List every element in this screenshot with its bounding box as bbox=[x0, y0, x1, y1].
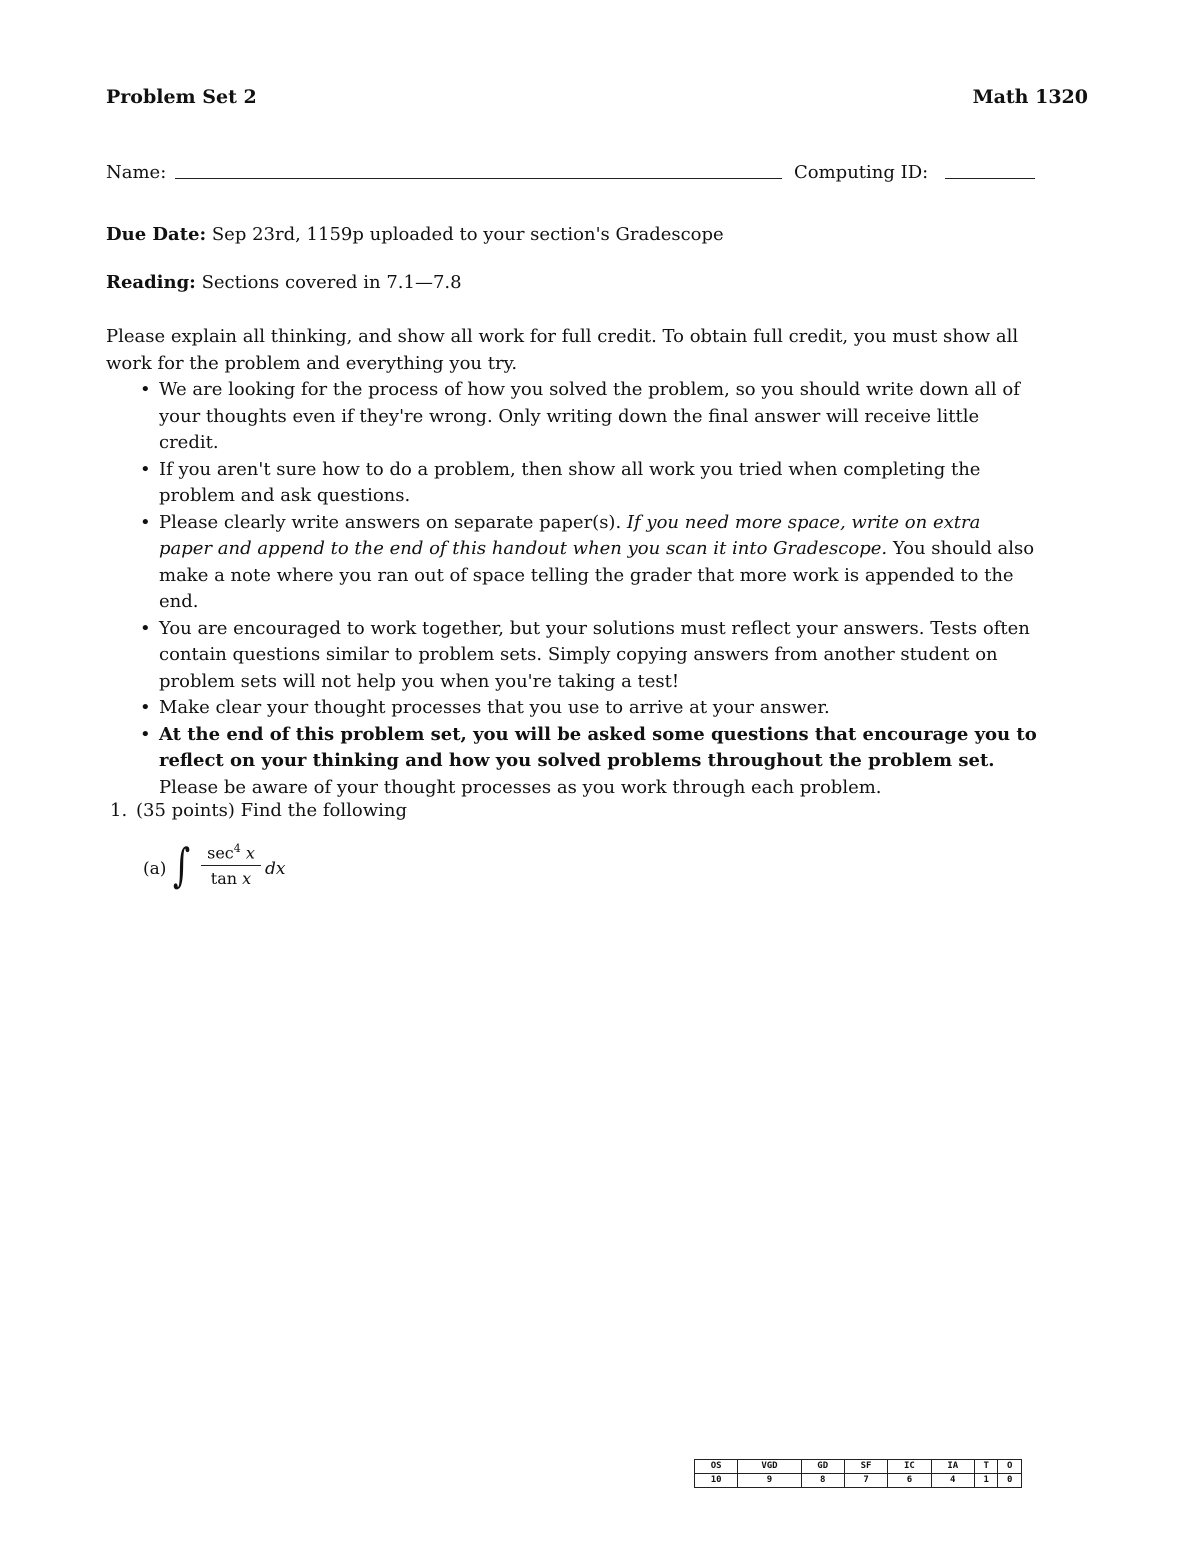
grading-table bbox=[694, 1459, 1022, 1488]
due-date-label: Due Date: bbox=[106, 224, 207, 245]
instructions-list bbox=[138, 377, 1038, 801]
numerator-variable: x bbox=[245, 843, 255, 863]
reading-text: Sections covered in 7.1—7.8 bbox=[201, 272, 462, 293]
instruction-item bbox=[138, 616, 1038, 696]
problem-number: 1. bbox=[110, 800, 128, 821]
computing-id-field-line[interactable] bbox=[945, 178, 1035, 179]
grading-value-cell: 10 bbox=[695, 1474, 738, 1488]
due-date-text: Sep 23rd, 1159p uploaded to your section's Gradescope bbox=[211, 224, 724, 245]
instruction-item bbox=[138, 377, 1038, 457]
fraction-denominator bbox=[201, 866, 261, 888]
name-label: Name: bbox=[106, 162, 167, 183]
grading-header-cell: OS bbox=[695, 1460, 738, 1474]
grading-header-cell: O bbox=[998, 1460, 1022, 1474]
problem-1 bbox=[110, 800, 407, 821]
grading-value-cell: 9 bbox=[738, 1474, 801, 1488]
computing-id-label: Computing ID: bbox=[794, 162, 929, 183]
instruction-text: Make clear your thought processes that you use to arrive at your answer. bbox=[159, 697, 830, 718]
grading-header-cell: IA bbox=[931, 1460, 974, 1474]
due-date-line bbox=[106, 224, 724, 245]
grading-value-cell: 8 bbox=[801, 1474, 844, 1488]
instruction-item bbox=[138, 510, 1038, 616]
problem-text: (35 points) Find the following bbox=[136, 800, 407, 821]
reading-label: Reading: bbox=[106, 272, 196, 293]
numerator-exponent: 4 bbox=[233, 842, 241, 855]
numerator-function: sec bbox=[207, 843, 234, 863]
integral-sign: ∫ bbox=[173, 838, 191, 892]
instruction-item bbox=[138, 722, 1038, 802]
denominator-function: tan bbox=[210, 869, 238, 889]
reading-line bbox=[106, 272, 462, 293]
instruction-text: We are looking for the process of how you solved the problem, so you should write down all of your thoughts even if they're wrong. Only writing down the final answer will receive little credit. bbox=[159, 379, 1020, 453]
document-title: Problem Set 2 bbox=[106, 86, 257, 108]
instruction-bold-text: At the end of this problem set, you will be asked some questions that encourage you to reflect on your thinking and how you solved problems throughout the problem set. bbox=[159, 723, 1037, 771]
grading-value-cell: 6 bbox=[888, 1474, 931, 1488]
instruction-text: Please clearly write answers on separate paper(s). bbox=[159, 511, 627, 533]
name-row bbox=[106, 162, 1036, 188]
grading-header-cell: T bbox=[974, 1460, 998, 1474]
grading-header-cell: VGD bbox=[738, 1460, 801, 1474]
fraction bbox=[201, 842, 261, 888]
instruction-text: You are encouraged to work together, but your solutions must reflect your answers. Tests often contain questions similar to problem sets. Simply copying answers from another student on problem sets will not help you when you're taking a test! bbox=[159, 617, 1030, 692]
instruction-text: If you aren't sure how to do a problem, then show all work you tried when completing the problem and ask questions. bbox=[159, 458, 981, 506]
differential: dx bbox=[265, 859, 286, 879]
fraction-numerator bbox=[201, 842, 261, 866]
instruction-text: Please be aware of your thought processes as you work through each problem. bbox=[159, 776, 882, 798]
denominator-variable: x bbox=[242, 869, 252, 889]
grading-header-cell: IC bbox=[888, 1460, 931, 1474]
instruction-text: You should also make a note where you ran out of space telling the grader that more work is appended to the end. bbox=[159, 538, 1035, 612]
grading-value-cell: 1 bbox=[974, 1474, 998, 1488]
grading-header-cell: SF bbox=[844, 1460, 887, 1474]
instruction-item bbox=[138, 457, 1038, 510]
instruction-italic-text: If you need more space, write on extra paper and append to the end of this handout when you scan it into Gradescope. bbox=[159, 511, 981, 559]
name-field-line[interactable] bbox=[175, 178, 782, 179]
part-label: (a) bbox=[143, 859, 167, 879]
grading-header-row bbox=[695, 1460, 1022, 1474]
grading-value-cell: 0 bbox=[998, 1474, 1022, 1488]
instruction-item bbox=[138, 695, 1038, 722]
grading-value-cell: 7 bbox=[844, 1474, 887, 1488]
grading-value-row bbox=[695, 1474, 1022, 1488]
grading-header-cell: GD bbox=[801, 1460, 844, 1474]
course-name: Math 1320 bbox=[972, 86, 1088, 108]
grading-value-cell: 4 bbox=[931, 1474, 974, 1488]
instructions-intro: Please explain all thinking, and show all work for full credit. To obtain full credit, you must show all work for the problem and everything you try. bbox=[106, 326, 1019, 374]
